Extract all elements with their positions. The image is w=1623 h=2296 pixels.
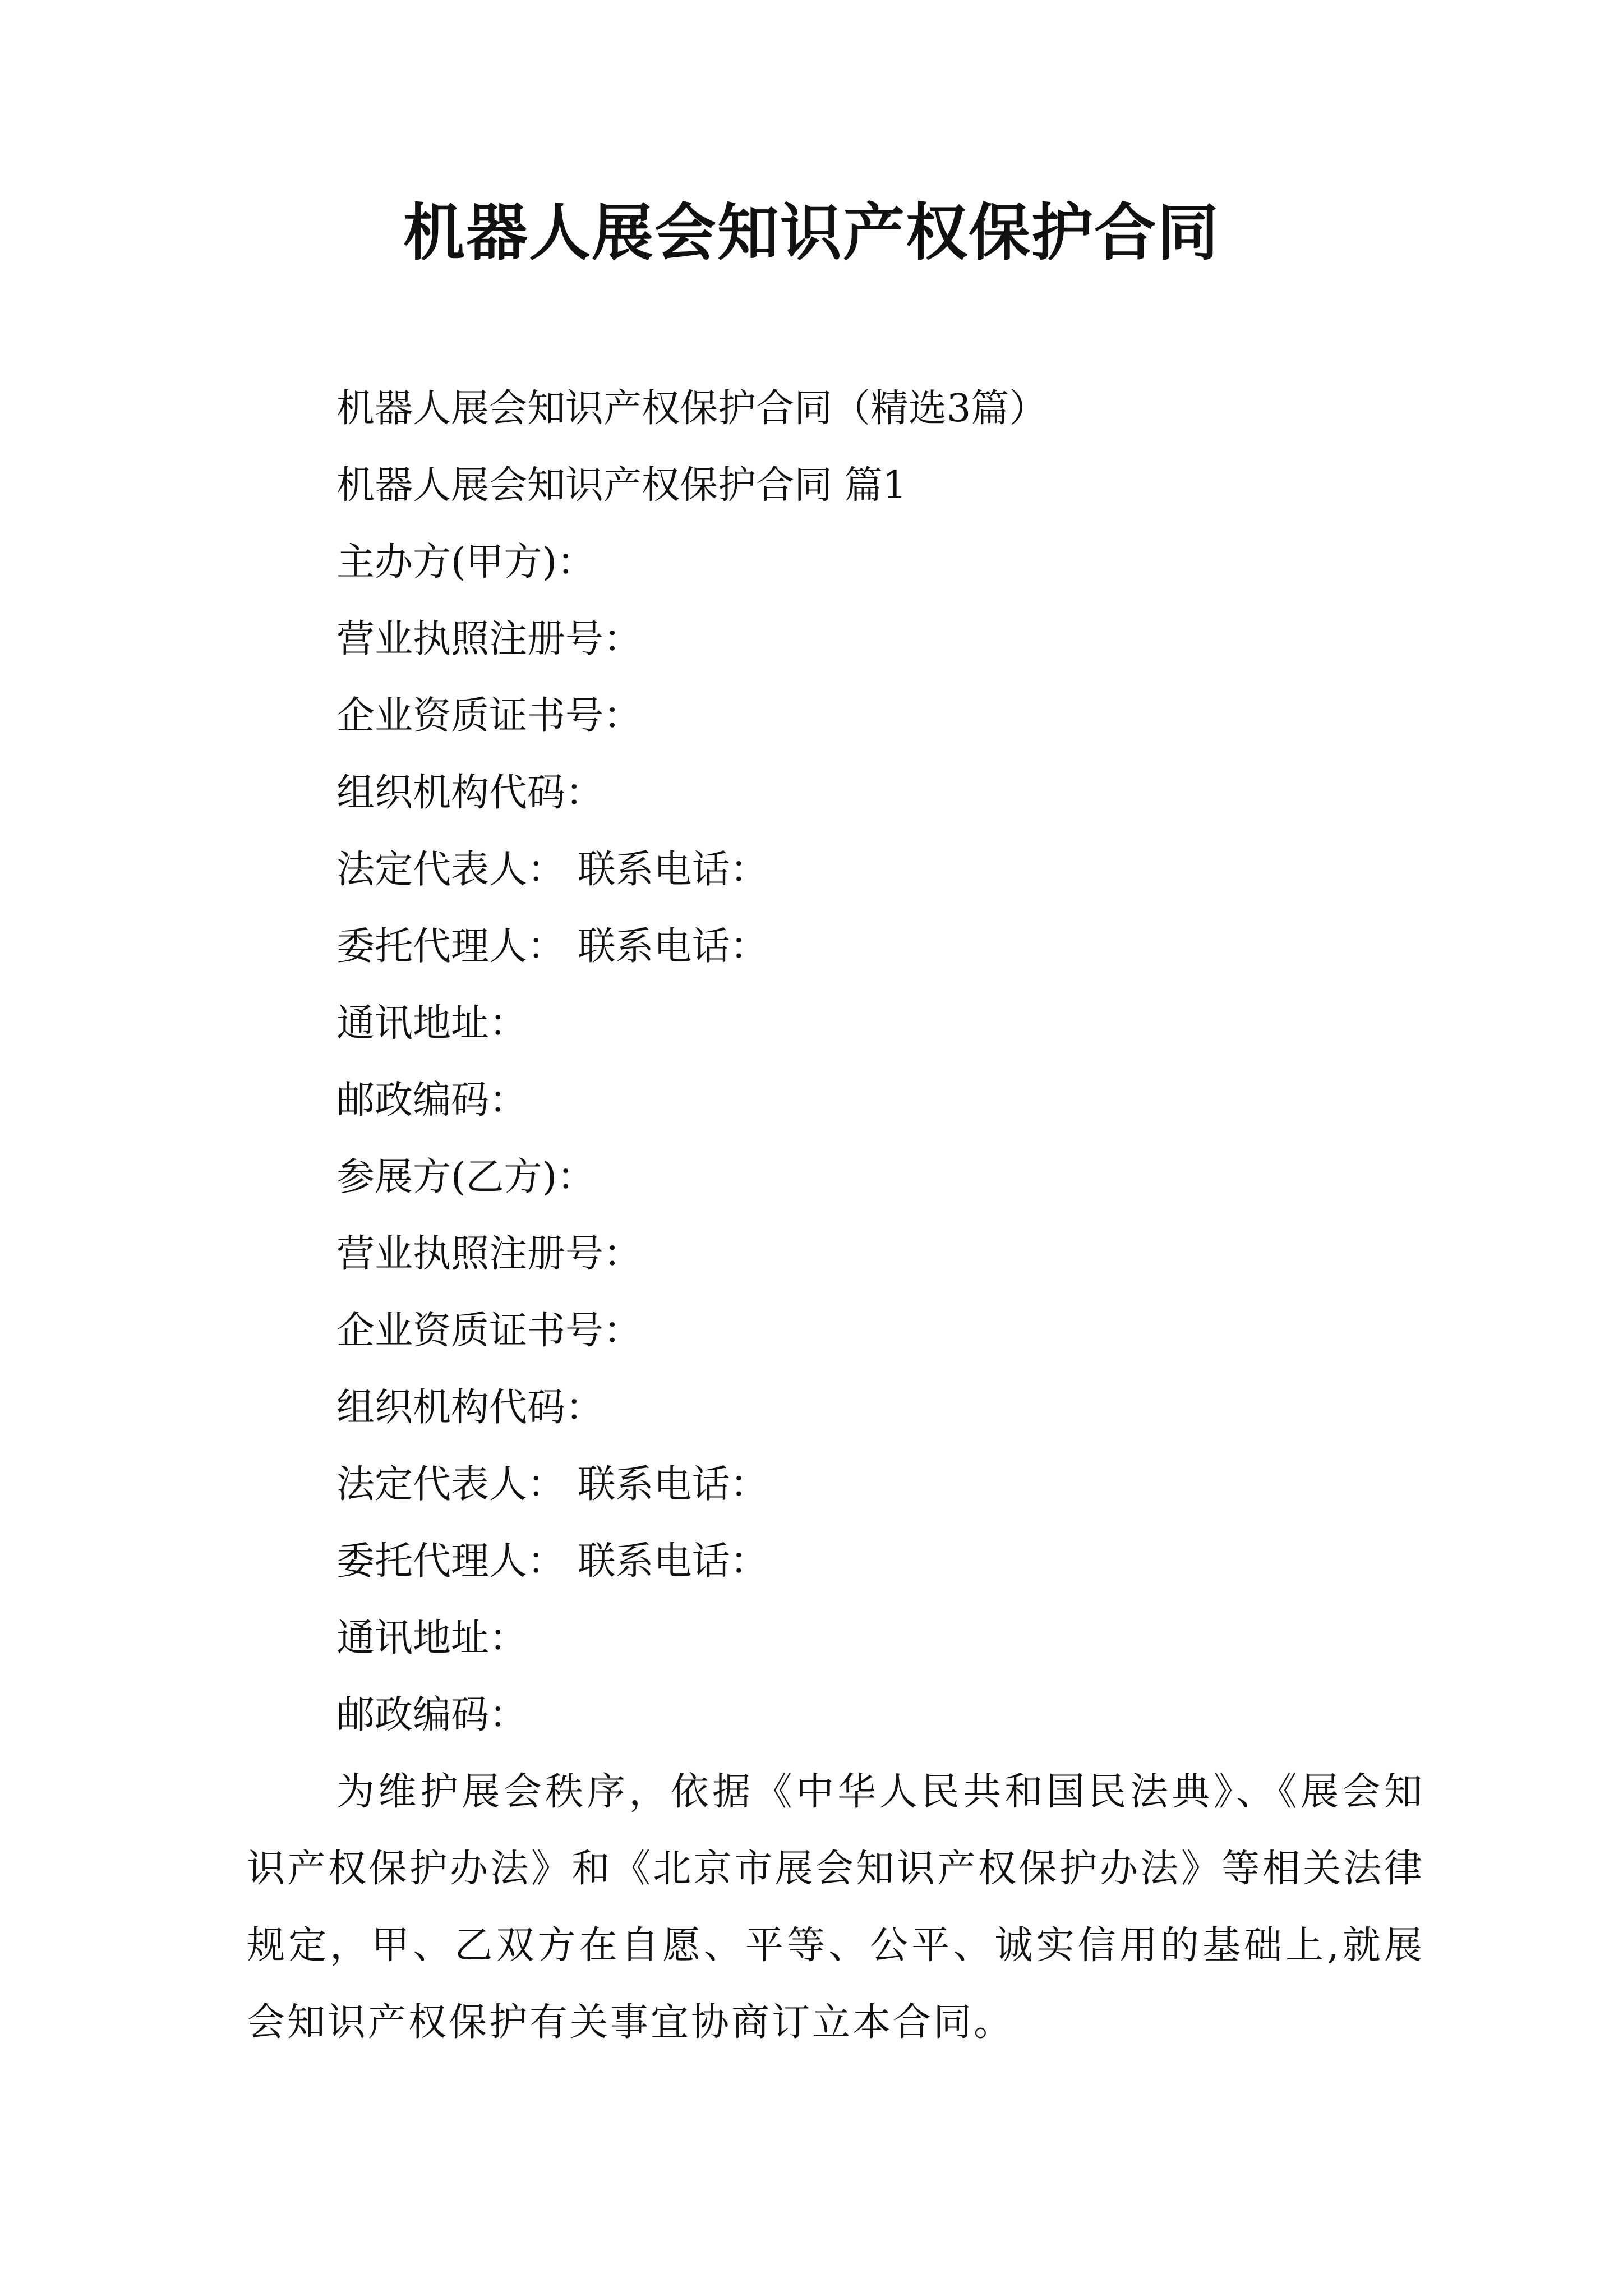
document-title: 机器人展会知识产权保护合同 bbox=[403, 197, 1220, 269]
party-a-address: 通讯地址： bbox=[336, 1001, 528, 1046]
party-b-agent: 委托代理人： 联系电话： bbox=[336, 1539, 768, 1584]
party-b-legal-rep: 法定代表人： 联系电话： bbox=[336, 1462, 768, 1507]
party-b-postcode: 邮政编码： bbox=[336, 1693, 528, 1737]
party-b-license-no: 营业执照注册号： bbox=[336, 1232, 642, 1276]
preamble-paragraph: 为维护展会秩序，依据《中华人民共和国民法典》、《展会知识产权保护办法》和《北京市展会知识产权保护办法》等相关法律规定，甲、乙双方在自愿、平等、公平、诚实信用的基础上,就展会知识产权保护有关事宜协商订立本合同。 bbox=[247, 1770, 1424, 2045]
party-a-org-code: 组织机构代码： bbox=[336, 771, 604, 815]
party-a-legal-rep: 法定代表人： 联系电话： bbox=[336, 848, 768, 892]
party-a-label: 主办方(甲方)： bbox=[336, 540, 596, 585]
party-a-qualification-no: 企业资质证书号： bbox=[336, 694, 642, 738]
party-a-license-no: 营业执照注册号： bbox=[336, 617, 642, 661]
party-b-org-code: 组织机构代码： bbox=[336, 1386, 604, 1430]
document-subtitle: 机器人展会知识产权保护合同（精选3篇） bbox=[336, 386, 1048, 431]
party-a-postcode: 邮政编码： bbox=[336, 1078, 528, 1122]
party-b-label: 参展方(乙方)： bbox=[336, 1155, 596, 1199]
section-heading: 机器人展会知识产权保护合同 篇1 bbox=[336, 463, 907, 508]
document-body bbox=[247, 370, 1424, 2061]
party-a-agent: 委托代理人： 联系电话： bbox=[336, 924, 768, 969]
party-b-address: 通讯地址： bbox=[336, 1616, 528, 1660]
party-b-qualification-no: 企业资质证书号： bbox=[336, 1309, 642, 1353]
